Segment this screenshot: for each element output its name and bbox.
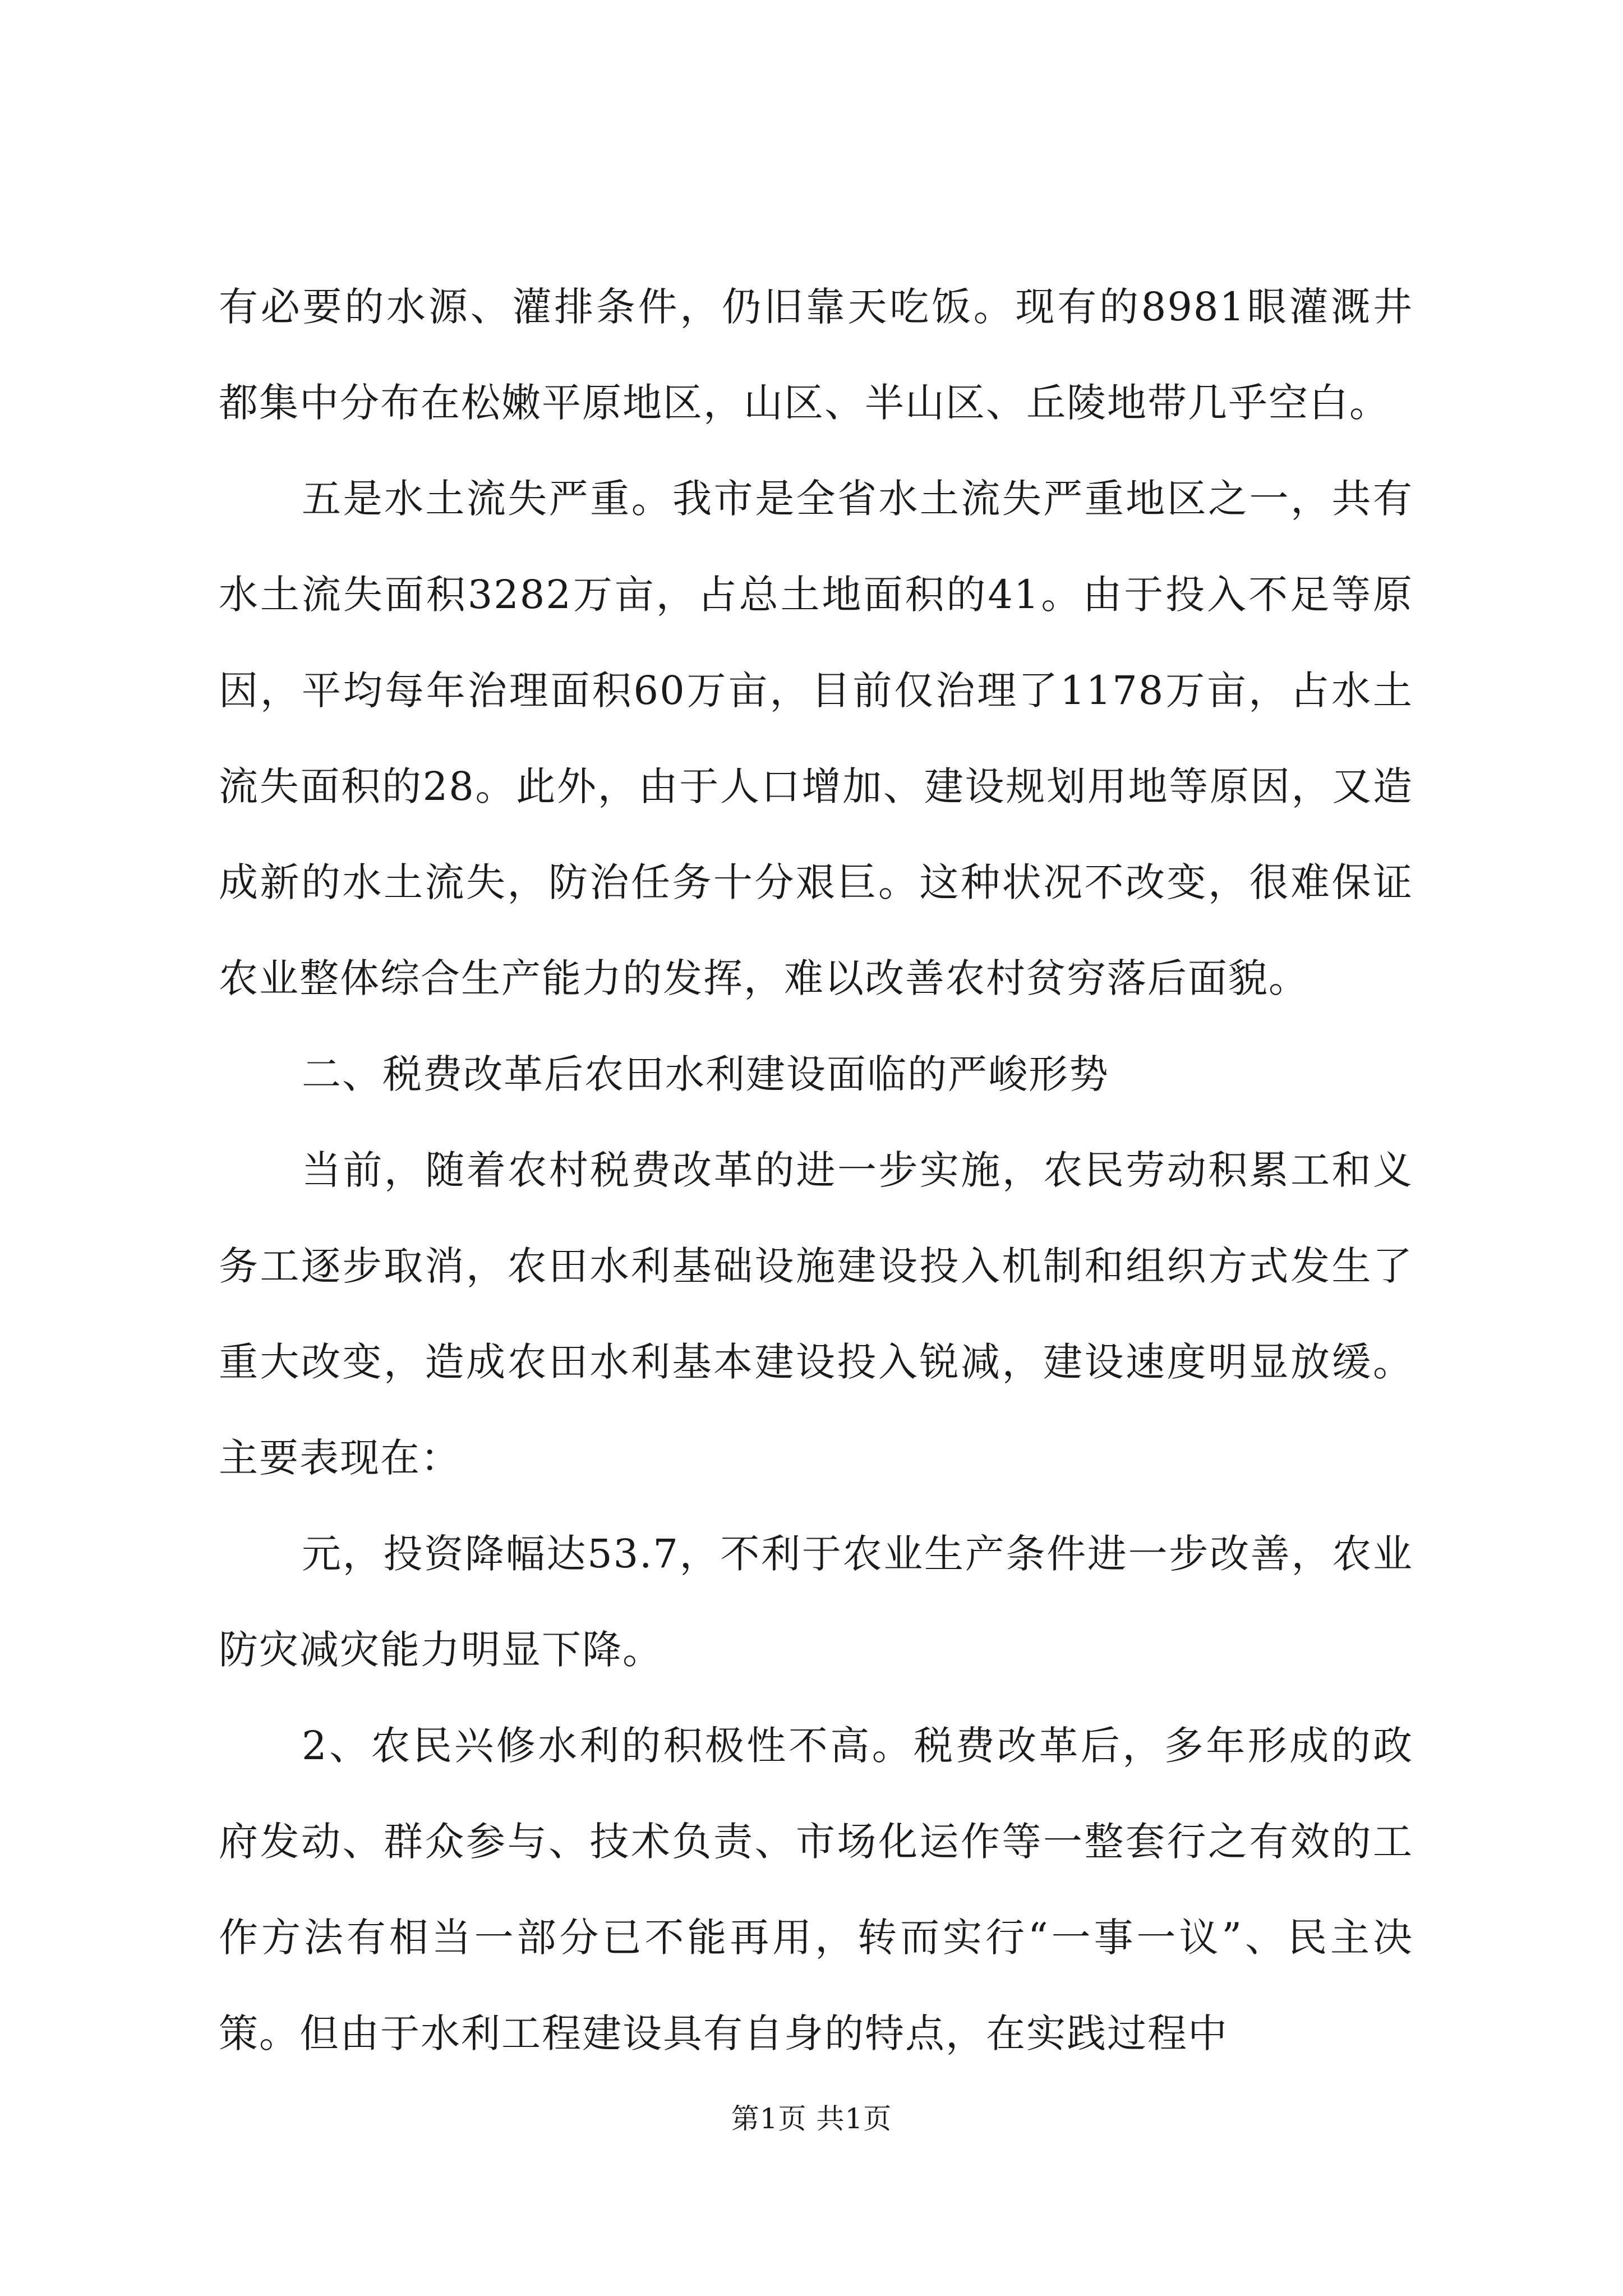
paragraph-investment-decline: 元，投资降幅达53.7，不利于农业生产条件进一步改善，农业防灾减灾能力明显下降。 — [219, 1531, 1413, 1673]
section-heading: 二、税费改革后农田水利建设面临的严峻形势 — [302, 1051, 1109, 1097]
paragraph-point-five: 五是水土流失严重。我市是全省水土流失严重地区之一，共有水土流失面积3282万亩，占总土地面积的41。由于投入不足等原因，平均每年治理面积60万亩，目前仅治理了1178万亩，占水土流失面积的28。此外，由于人口增加、建设规划用地等原因，又造成新的水土流失，防治任务十分艰巨。这种状况不改变，很难保证农业整体综合生产能力的发挥，难以改善农村贫穷落后面貌。 — [219, 476, 1413, 1001]
document-body — [219, 259, 1413, 2082]
paragraph-current-situation: 当前，随着农村税费改革的进一步实施，农民劳动积累工和义务工逐步取消，农田水利基础设施建设投入机制和组织方式发生了重大改变，造成农田水利基本建设投入锐减，建设速度明显放缓。主要表现在： — [219, 1147, 1413, 1481]
paragraph-continuation: 有必要的水源、灌排条件，仍旧靠天吃饭。现有的8981眼灌溉井都集中分布在松嫩平原地区，山区、半山区、丘陵地带几乎空白。 — [219, 284, 1413, 426]
page-footer: 第1页 共1页 — [731, 2102, 892, 2135]
paragraph-point-two: 2、农民兴修水利的积极性不高。税费改革后，多年形成的政府发动、群众参与、技术负责、市场化运作等一整套行之有效的工作方法有相当一部分已不能再用，转而实行“一事一议”、民主决策。但由于水利工程建设具有自身的特点，在实践过程中 — [219, 1723, 1413, 2056]
